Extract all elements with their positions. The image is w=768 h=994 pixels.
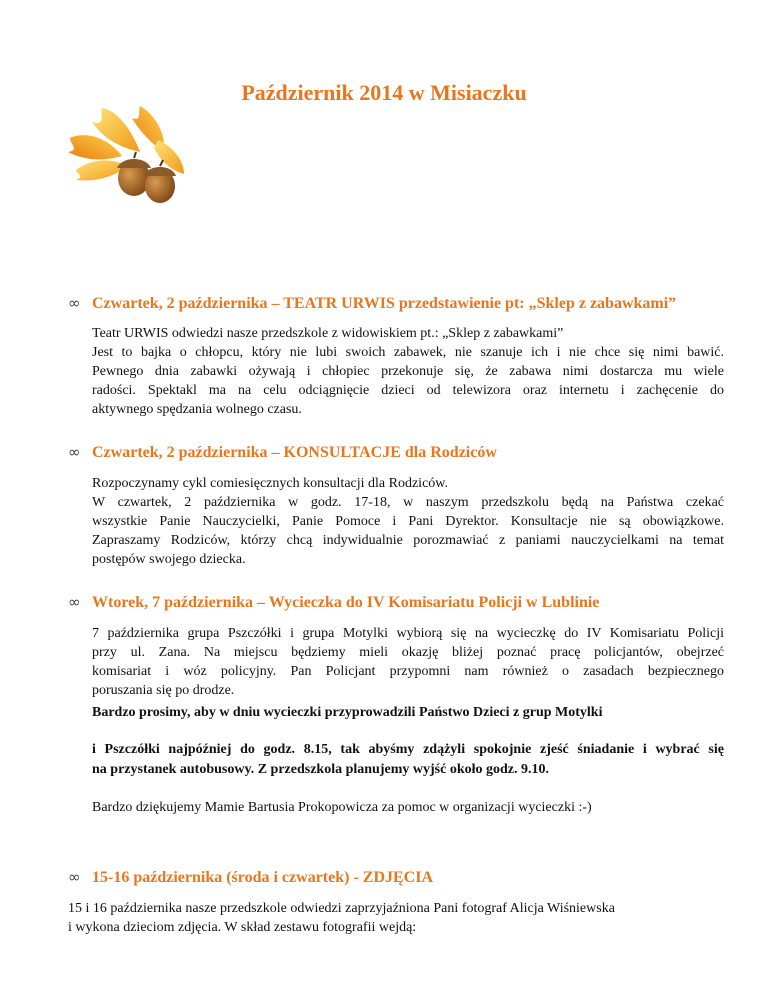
section-heading: ∞ Czwartek, 2 października – KONSULTACJE dla Rodziców: [68, 443, 497, 461]
bullet-icon: ∞: [68, 593, 81, 611]
page-title: Październik 2014 w Misiaczku: [241, 80, 527, 105]
section-paragraph: Teatr URWIS odwiedzi nasze przedszkole z widowiskiem pt.: „Sklep z zabawkami” Jest to bajka o chłopcu, który nie lubi swoich zabawek, nie szanuje ich i nie chce się nimi bawić. Pewnego dnia zabawki ożywają i chłopiec przekonuje się, że zabawa nimi dostarcza mu wiele radości. Spektakl ma na celu odciągnięcie dzieci od telewizora oraz internetu i zachęcenie do aktywnego spędzania wolnego czasu.: [92, 326, 724, 417]
bullet-icon: ∞: [68, 294, 81, 312]
bullet-icon: ∞: [68, 868, 81, 886]
notice-text: Bardzo prosimy, aby w dniu wycieczki przyprowadzili Państwo Dzieci z grup Motylki: [92, 705, 603, 720]
section-heading: ∞ 15-16 października (środa i czwartek) - ZDJĘCIA: [68, 868, 434, 886]
thanks-text: Bardzo dziękujemy Mamie Bartusia Prokopowicza za pomoc w organizacji wycieczki :-): [92, 800, 592, 815]
notice-text: i Pszczółki najpóźniej do godz. 8.15, tak abyśmy zdążyli spokojnie zjeść śniadanie i wybrać się na przystanek autobusowy. Z przedszkola planujemy wyjść około godz. 9.10.: [92, 742, 724, 777]
section-paragraph: 7 października grupa Pszczółki i grupa Motylki wybiorą się na wycieczkę do IV Komisariatu Policji przy ul. Zana. Na miejscu będziemy mieli okazję bliżej poznać pracę policjantów, obejrzeć komisariat i wóz policyjny. Pan Policjant przypomni nam również o zasadach bezpiecznego poruszania się po drodze.: [92, 626, 724, 698]
bullet-icon: ∞: [68, 443, 81, 461]
autumn-leaves-acorns-image: [62, 100, 192, 210]
section-heading: ∞ Czwartek, 2 października – TEATR URWIS przedstawienie pt: „Sklep z zabawkami”: [68, 294, 677, 312]
section-heading: ∞ Wtorek, 7 października – Wycieczka do IV Komisariatu Policji w Lublinie: [68, 593, 600, 611]
section-paragraph: Rozpoczynamy cykl comiesięcznych konsultacji dla Rodziców. W czwartek, 2 października w godz. 17-18, w naszym przedszkolu będą na Państwa czekać wszystkie Panie Nauczycielki, Panie Pomoce i Pani Dyrektor. Konsultacje nie są obowiązkowe. Zapraszamy Rodziców, którzy chcą indywidualnie porozmawiać z paniami nauczycielkami na temat postępów swojego dziecka.: [92, 476, 724, 567]
section-paragraph: 15 i 16 października nasze przedszkole odwiedzi zaprzyjaźniona Pani fotograf Alicja Wiśniewska i wykona dzieciom zdjęcia. W skład zestawu fotografii wejdą:: [68, 901, 615, 935]
